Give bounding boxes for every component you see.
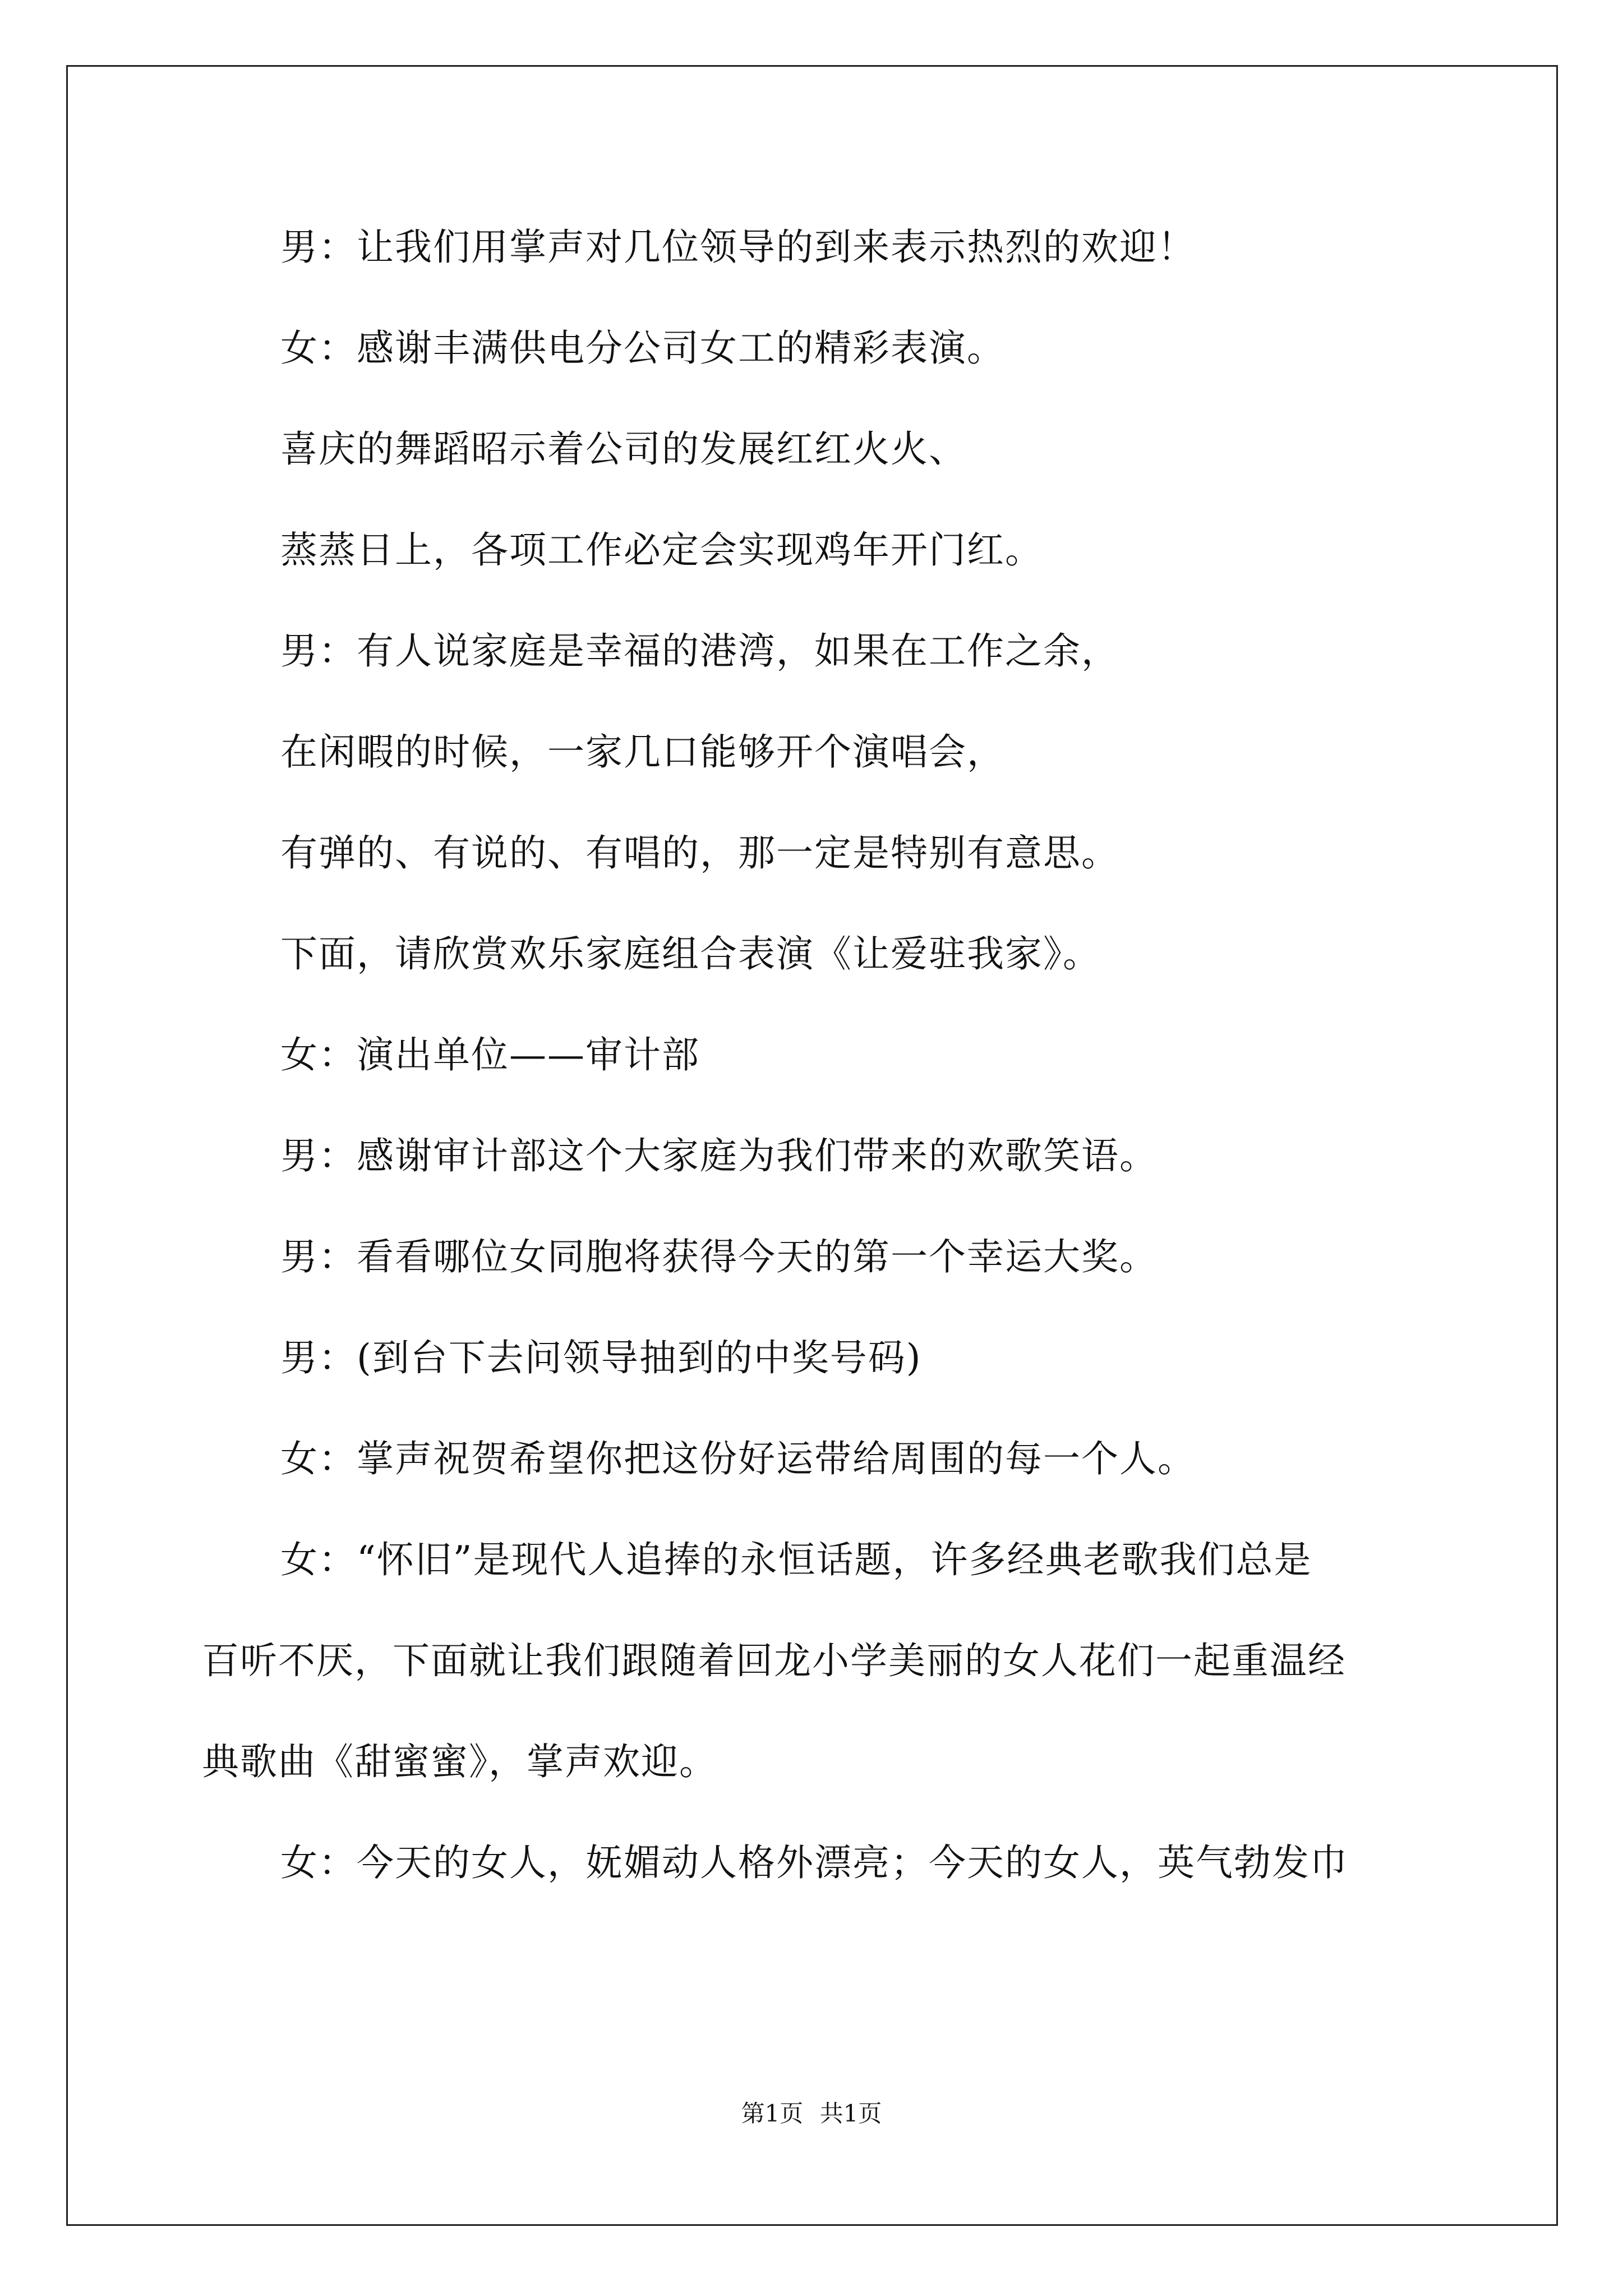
paragraph-line-3: 喜庆的舞蹈昭示着公司的发展红红火火、 [280,427,967,471]
page-number-label: 第1页 [741,2100,804,2127]
paragraph-line-1: 男：让我们用掌声对几位领导的到来表示热烈的欢迎！ [280,226,1196,269]
paragraph-line-10: 男：感谢审计部这个大家庭为我们带来的欢歌笑语。 [280,1134,1158,1177]
paragraph-line-2: 女：感谢丰满供电分公司女工的精彩表演。 [280,326,1005,370]
page-total-label: 共1页 [819,2100,882,2127]
paragraph-line-5: 男：有人说家庭是幸福的港湾，如果在工作之余， [280,629,1119,673]
page-footer [0,2098,1623,2129]
paragraph-line-15: 百听不厌，下面就让我们跟随着回龙小学美丽的女人花们一起重温经 [202,1639,1346,1682]
paragraph-line-13: 女：掌声祝贺希望你把这份好运带给周围的每一个人。 [280,1437,1196,1480]
paragraph-line-6: 在闲暇的时候，一家几口能够开个演唱会， [280,730,1005,774]
paragraph-line-4: 蒸蒸日上，各项工作必定会实现鸡年开门红。 [280,528,1043,572]
paragraph-line-7: 有弹的、有说的、有唱的，那一定是特别有意思。 [280,831,1119,875]
paragraph-line-14: 女：“怀旧”是现代人追捧的永恒话题，许多经典老歌我们总是 [280,1538,1312,1581]
paragraph-line-12: 男：(到台下去问领导抽到的中奖号码) [280,1336,922,1379]
paragraph-line-8: 下面，请欣赏欢乐家庭组合表演《让爱驻我家》。 [280,932,1101,976]
paragraph-line-9: 女：演出单位——审计部 [280,1033,700,1076]
paragraph-line-17: 女：今天的女人，妩媚动人格外漂亮；今天的女人，英气勃发巾 [280,1841,1348,1884]
paragraph-line-16: 典歌曲《甜蜜蜜》，掌声欢迎。 [202,1740,717,1783]
paragraph-line-11: 男：看看哪位女同胞将获得今天的第一个幸运大奖。 [280,1235,1158,1278]
